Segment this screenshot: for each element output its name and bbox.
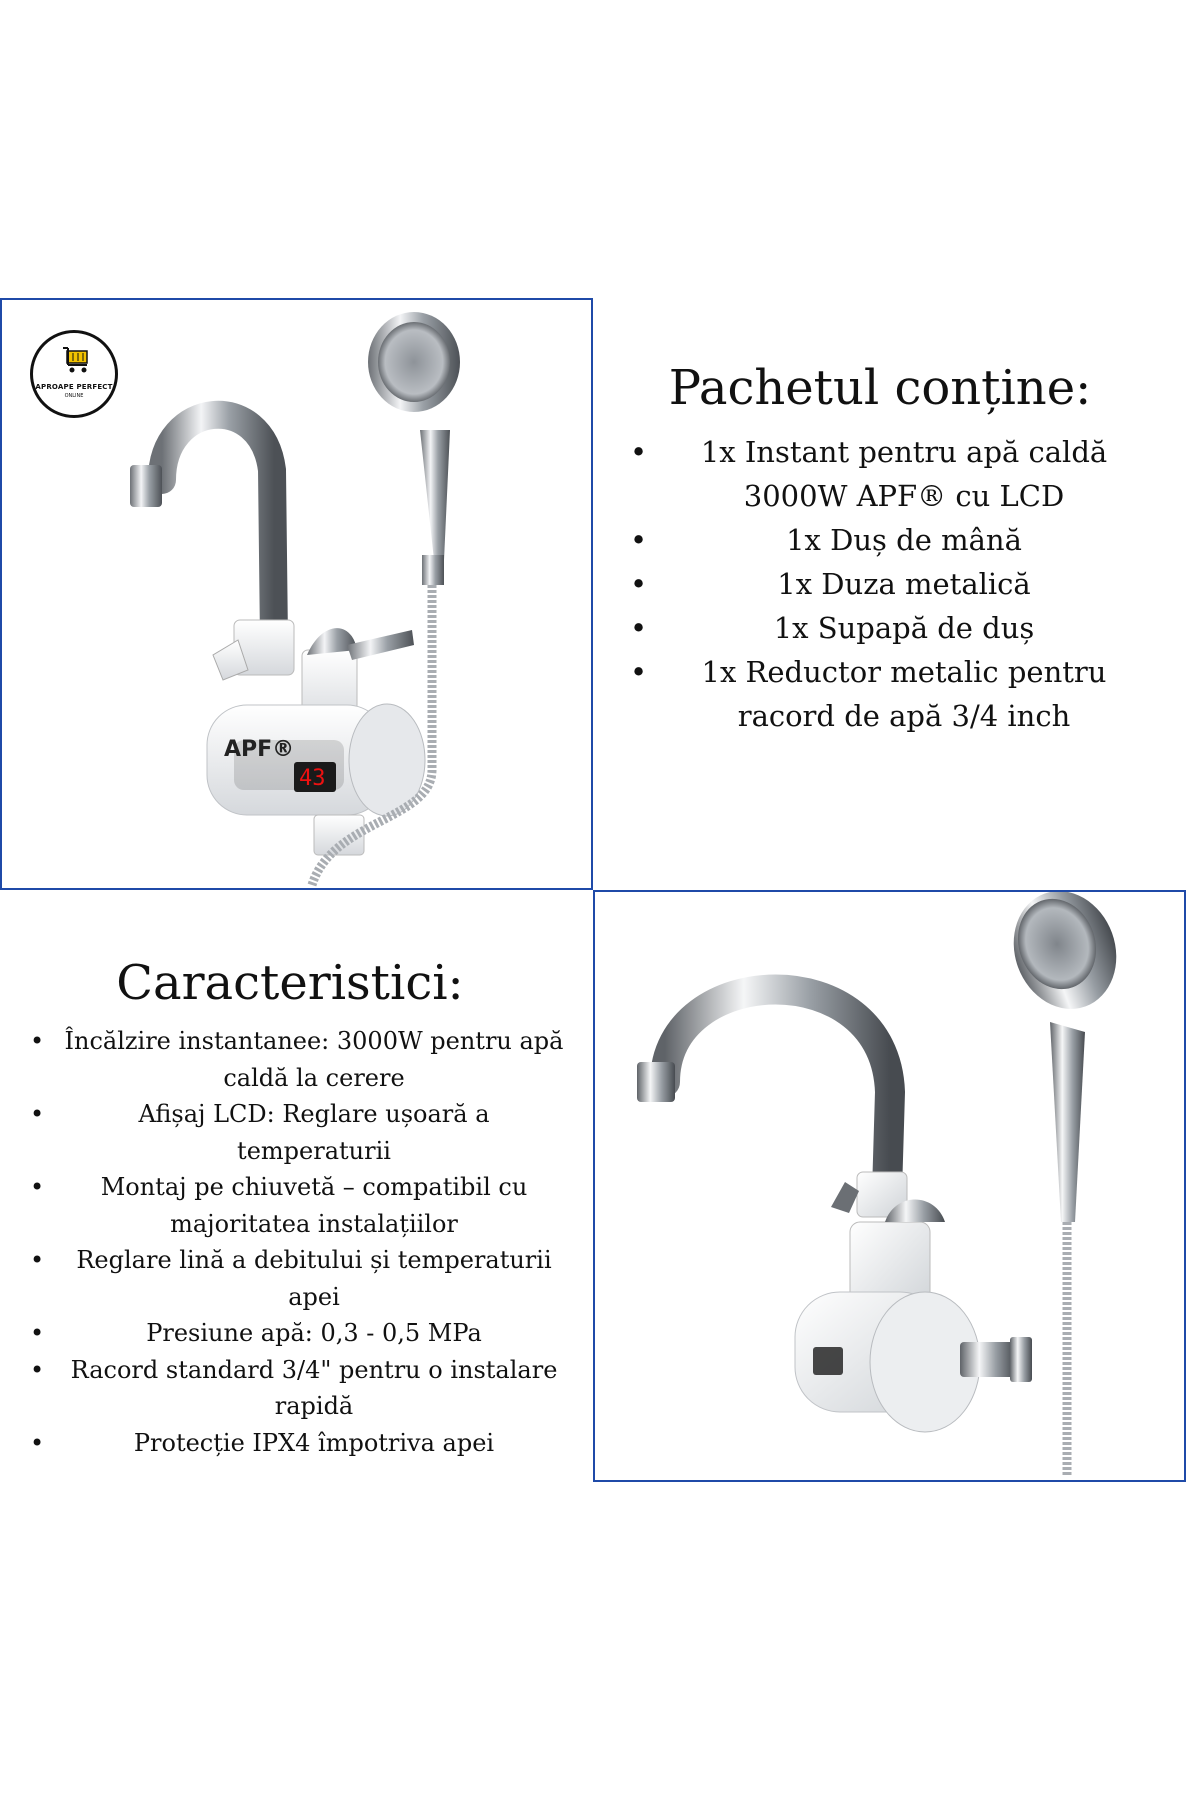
feature-item: • Racord standard 3/4" pentru o instalare rapidă xyxy=(30,1352,570,1425)
feature-item: • Încălzire instantanee: 3000W pentru apă caldă la cerere xyxy=(30,1023,570,1096)
package-item: • 1x Duza metalică xyxy=(630,562,1150,606)
package-item: • 1x Reductor metalic pentru racord de apă 3/4 inch xyxy=(630,650,1150,738)
package-item: • 1x Instant pentru apă caldă 3000W APF® cu LCD xyxy=(630,430,1150,518)
logo-sub-text: ONLINE xyxy=(64,393,84,399)
feature-item: • Protecție IPX4 împotriva apei xyxy=(30,1425,570,1462)
package-title: Pachetul conține: xyxy=(668,360,1092,416)
feature-item: • Afișaj LCD: Reglare ușoară a temperaturii xyxy=(30,1096,570,1169)
apf-brand-label: APF® xyxy=(224,737,295,762)
logo-brand-text: APROAPE PERFECT xyxy=(35,383,113,391)
water-heater-faucet-front-image xyxy=(2,300,592,890)
package-item: • 1x Supapă de duș xyxy=(630,606,1150,650)
product-image-frame-top xyxy=(0,298,593,890)
feature-item: • Montaj pe chiuvetă – compatibil cu majoritatea instalațiilor xyxy=(30,1169,570,1242)
lcd-temperature-readout: 43 xyxy=(299,766,326,791)
product-image-frame-bottom xyxy=(593,890,1186,1482)
package-item: • 1x Duș de mână xyxy=(630,518,1150,562)
features-list xyxy=(30,1023,570,1461)
feature-item: • Presiune apă: 0,3 - 0,5 MPa xyxy=(30,1315,570,1352)
package-list xyxy=(630,430,1150,738)
feature-item: • Reglare lină a debitului și temperaturii apei xyxy=(30,1242,570,1315)
water-heater-faucet-side-image xyxy=(595,892,1185,1482)
features-title: Caracteristici: xyxy=(116,955,464,1011)
